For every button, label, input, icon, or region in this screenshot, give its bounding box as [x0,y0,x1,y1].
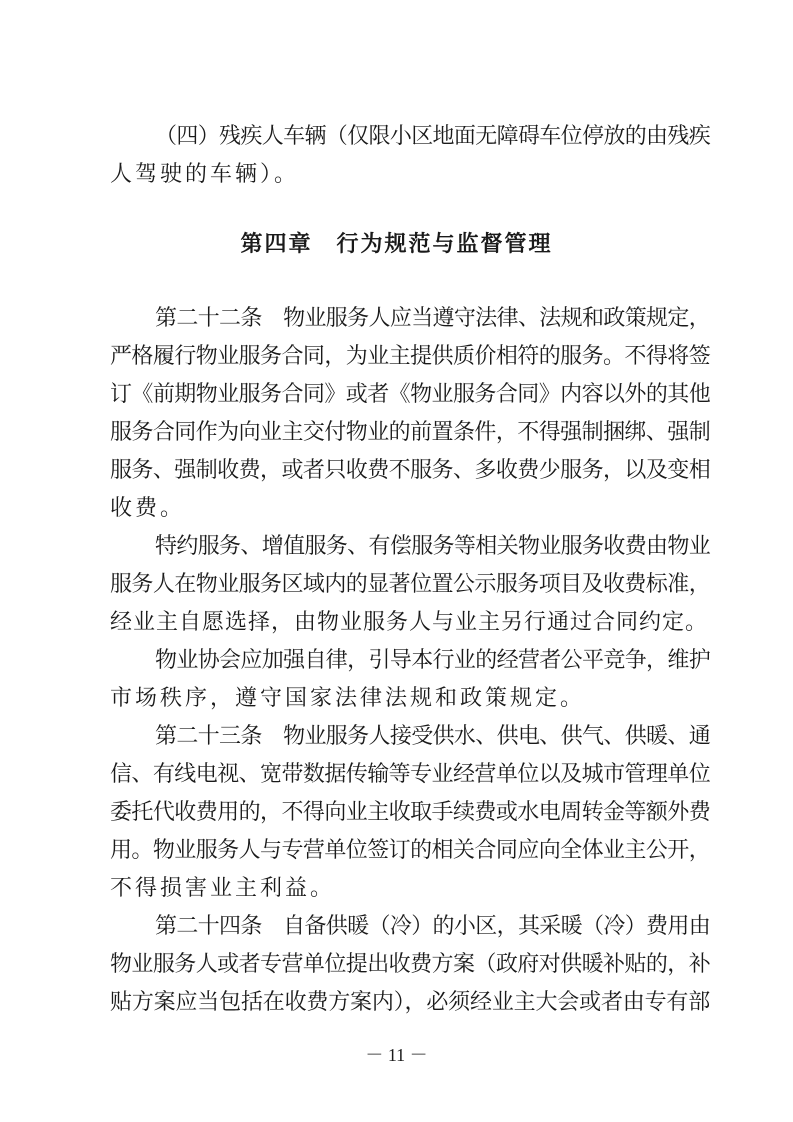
paragraph-line: 服务、强制收费，或者只收费不服务、多收费少服务，以及变相 [110,458,710,483]
paragraph-line: 服务人在物业服务区域内的显著位置公示服务项目及收费标准， [110,572,710,597]
paragraph-line: 市场秩序，遵守国家法律法规和政策规定。 [110,686,586,711]
page-number: － 11 － [365,1045,428,1065]
paragraph-line: 物业服务人或者专营单位提出收费方案（政府对供暖补贴的，补 [110,952,710,977]
paragraph-line: 物业协会应加强自律，引导本行业的经营者公平竞争，维护 [155,648,710,673]
paragraph-line: （四）残疾人车辆（仅限小区地面无障碍车位停放的由残疾 [155,124,710,149]
paragraph-line: 收费。 [110,496,186,521]
paragraph-line: 第二十二条 物业服务人应当遵守法律、法规和政策规定， [155,306,710,331]
paragraph-line: 委托代收费用的，不得向业主收取手续费或水电周转金等额外费 [110,800,710,825]
paragraph-line: 严格履行物业服务合同，为业主提供质价相符的服务。不得将签 [110,344,710,369]
chapter-heading: 第四章 行为规范与监督管理 [240,232,553,257]
paragraph-line: 订《前期物业服务合同》或者《物业服务合同》内容以外的其他 [110,382,710,407]
paragraph-line: 第二十四条 自备供暖（冷）的小区，其采暖（冷）费用由 [155,914,710,939]
paragraph-line: 特约服务、增值服务、有偿服务等相关物业服务收费由物业 [155,534,710,559]
paragraph-line: 经业主自愿选择，由物业服务人与业主另行通过合同约定。 [110,610,709,635]
paragraph-line: 不得损害业主利益。 [110,876,336,901]
paragraph-line: 信、有线电视、宽带数据传输等专业经营单位以及城市管理单位 [110,762,710,787]
paragraph-line: 用。物业服务人与专营单位签订的相关合同应向全体业主公开， [110,838,710,863]
paragraph-line: 服务合同作为向业主交付物业的前置条件，不得强制捆绑、强制 [110,420,710,445]
paragraph-line: 第二十三条 物业服务人接受供水、供电、供气、供暖、通 [155,724,710,749]
paragraph-line: 人驾驶的车辆）。 [110,162,300,187]
paragraph-line: 贴方案应当包括在收费方案内），必须经业主大会或者由专有部 [110,990,710,1015]
